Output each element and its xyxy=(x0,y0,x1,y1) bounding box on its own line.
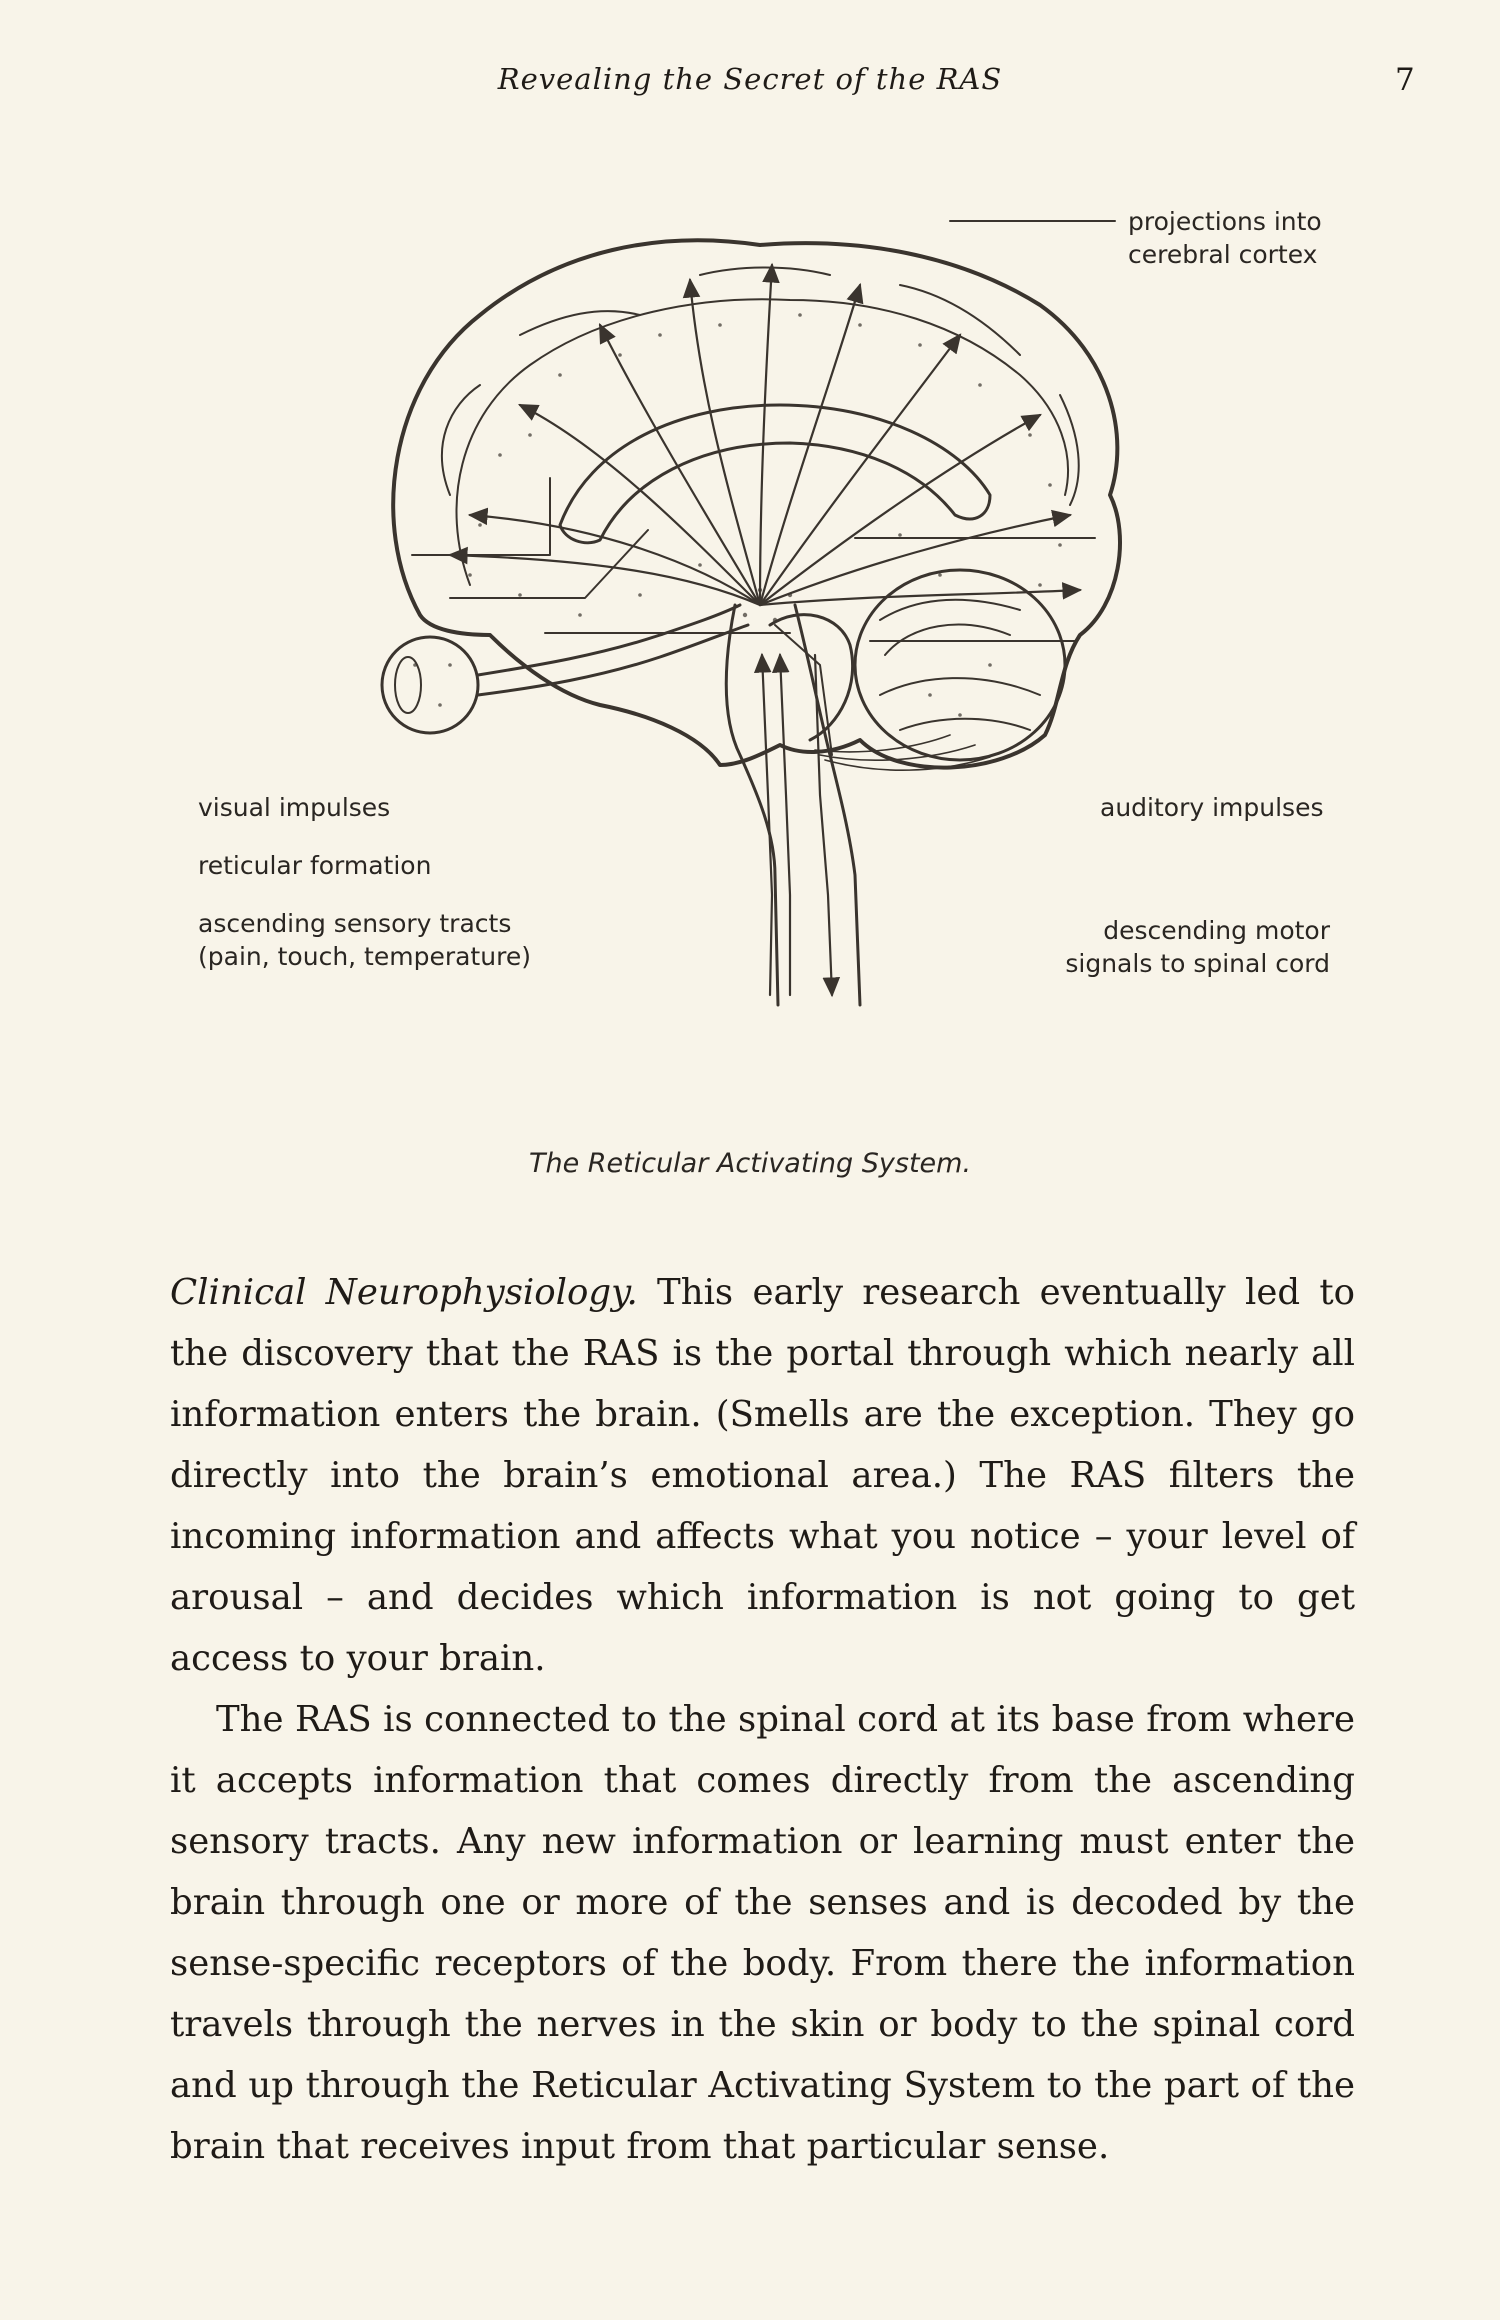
label-ascending-tracts: ascending sensory tracts (pain, touch, temperature) xyxy=(198,909,531,971)
label-visual-impulses: visual impulses xyxy=(198,793,391,822)
paragraph-1: Clinical Neurophysiology. This early research eventually led to the discovery that the RAS is the portal through which nearly all information enters the brain. (Smells are the exception. They go directly into the brain’s emotional area.) The RAS filters the incoming information and affects what you notice – your level of arousal – and decides which information is not going to get access to your brain. xyxy=(170,1272,1355,1679)
body-text xyxy=(170,1262,1355,2177)
label-reticular-formation: reticular formation xyxy=(198,851,432,880)
journal-title: Clinical Neurophysiology. xyxy=(170,1272,638,1313)
page-number: 7 xyxy=(1395,62,1415,98)
cerebellum xyxy=(855,570,1065,760)
running-head: Revealing the Secret of the RAS xyxy=(497,62,1003,96)
label-auditory-impulses: auditory impulses xyxy=(1100,793,1324,822)
label-projections: projections into cerebral cortex xyxy=(1128,207,1322,269)
corpus-callosum xyxy=(560,405,990,543)
brain-outline xyxy=(393,240,1120,767)
paragraph-2: The RAS is connected to the spinal cord at its base from where it accepts information that comes directly from the ascending sensory tracts. Any new information or learning must enter the brain through one or more of the senses and is decoded by the sense-specific receptors of the body. From there the information travels through the nerves in the skin or body to the spinal cord and up through the Reticular Activating System to the part of the brain that receives input from that particular sense. xyxy=(170,1699,1355,2167)
label-descending-motor: descending motor signals to spinal cord xyxy=(1065,916,1330,978)
eye xyxy=(382,637,478,733)
figure-caption: The Reticular Activating System. xyxy=(528,1148,972,1179)
ras-figure xyxy=(0,195,1500,1075)
